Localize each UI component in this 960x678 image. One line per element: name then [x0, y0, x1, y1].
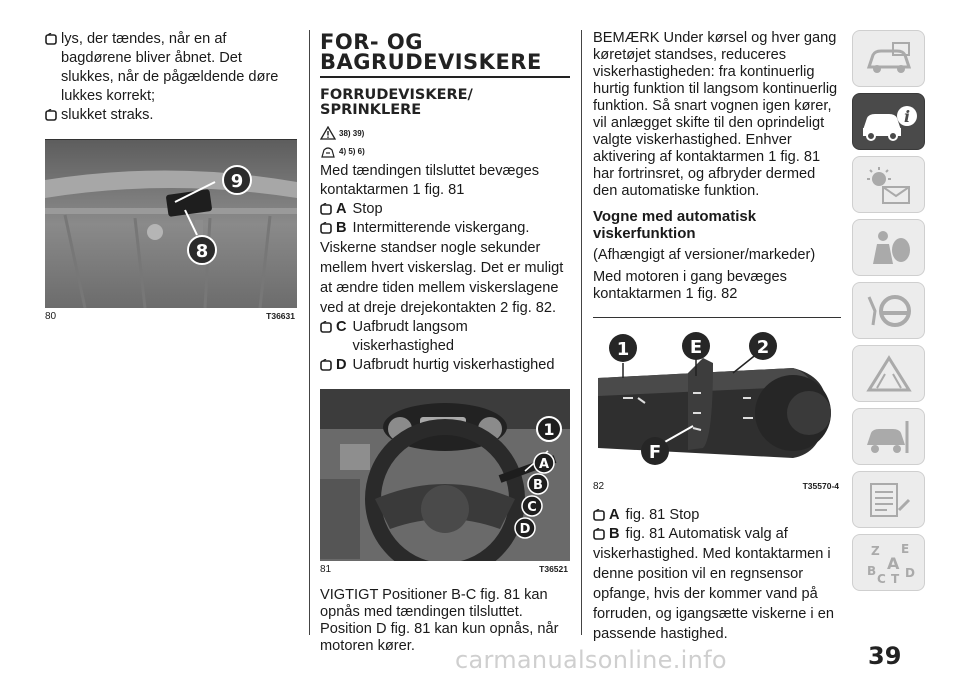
figure-code: T36521: [539, 564, 568, 574]
paragraph: VIGTIGT Positioner B-C fig. 81 kan opnås med tændingen tilsluttet. Position D fig. 81 kan kun opnås, når motoren kører.: [320, 587, 559, 654]
callout-A: A: [538, 457, 550, 472]
item-text: fig. 81 Stop: [625, 507, 700, 523]
alpha-letter: E: [900, 541, 909, 556]
item-key: B: [609, 526, 620, 542]
page-number: 39: [868, 642, 902, 670]
bullet-text: lys, der tændes, når en af bagdørene bliver åbnet. Det slukkes, når de pågældende døre lukkes korrekt;: [61, 31, 279, 104]
tab-technical-data[interactable]: [852, 471, 925, 528]
item-text: fig. 81 Automatisk valg af: [625, 526, 788, 542]
tab-safety[interactable]: [852, 219, 925, 276]
warning-ref-text: 4) 5) 6): [339, 146, 365, 156]
watermark: carmanualsonline.info: [455, 646, 727, 674]
section-title: FOR- OG BAGRUDEVISKERE: [320, 32, 570, 78]
item-text: Intermitterende viskergang.: [352, 220, 530, 236]
steering-wheel-photo: [320, 389, 570, 561]
wiper-stalk-photo: [593, 318, 841, 478]
list-item: [593, 525, 841, 544]
list-item: [593, 506, 841, 525]
warning-triangle-icon: [320, 126, 336, 140]
bullet-box-icon: [320, 203, 333, 215]
figure-80: [45, 139, 297, 322]
list-item: [320, 356, 570, 375]
callout-9: 9: [230, 171, 244, 192]
column-divider-2: [581, 30, 582, 635]
column-middle: [320, 30, 570, 655]
figure-number: 80: [45, 311, 57, 322]
steering-wrench-icon: [863, 291, 915, 331]
paragraph: viskerhastighed. Med kontaktarmen i denne position vil en regnsensor opfange, hvis der kommer vand på forruden, og igangsætte viskerne i en passende hastighed.: [593, 546, 834, 642]
figure-code: T35570-4: [802, 481, 839, 491]
callout-B: B: [533, 478, 543, 493]
rear-door-light-photo: [45, 140, 297, 308]
bullet-box-icon: [593, 528, 606, 540]
item-text: Uafbrudt langsom viskerhastighed: [352, 319, 468, 354]
figure-caption: [320, 564, 570, 575]
warning-refs-1: [320, 126, 570, 140]
column-left: [45, 30, 297, 322]
item-key: D: [336, 357, 347, 373]
info-glyph: i: [903, 106, 910, 126]
chapter-tabs: [852, 30, 925, 597]
tab-starting-driving[interactable]: [852, 282, 925, 339]
bullet-box-icon: [320, 359, 333, 371]
heading: Vogne med automatisk viskerfunktion: [593, 208, 757, 242]
callout-1: 1: [616, 339, 630, 360]
item-text: Stop: [352, 201, 383, 217]
alphabet-index-icon: [861, 541, 917, 585]
paragraph: Viskerne standser nogle sekunder mellem hvert viskerslag. Det er muligt at ændre tiden mellem viskerslagene ved at dreje drejekontakten 2 fig. 82.: [320, 240, 564, 316]
warning-refs-2: [320, 144, 570, 158]
car-service-icon: [863, 417, 915, 457]
bullet-box-icon: [593, 509, 606, 521]
bullet-box-icon: [320, 321, 333, 333]
callout-F: F: [648, 442, 662, 463]
callout-E: E: [689, 337, 703, 358]
paragraph: (Afhængigt af versioner/markeder): [593, 247, 816, 263]
item-key: A: [609, 507, 620, 523]
figure-caption: [45, 311, 297, 322]
tab-alphabetical-index[interactable]: [852, 534, 925, 591]
callout-1: 1: [543, 420, 555, 439]
bullet-box-icon: [45, 33, 58, 45]
bullet-item: [45, 30, 297, 106]
item-text: Uafbrudt hurtig viskerhastighed: [352, 357, 555, 373]
warning-road-icon: [863, 354, 915, 394]
item-key: B: [336, 220, 347, 236]
alpha-letter: Z: [870, 543, 880, 558]
tab-maintenance[interactable]: [852, 408, 925, 465]
paragraph: Med tændingen tilsluttet bevæges kontaktarmen 1 fig. 81: [320, 163, 540, 198]
callout-8: 8: [195, 241, 209, 262]
bullet-text: slukket straks.: [61, 107, 154, 123]
figure-code: T36631: [266, 311, 295, 321]
bullet-item: [45, 106, 297, 125]
caution-hand-icon: [320, 144, 336, 158]
paragraph: Med motoren i gang bevæges kontaktarmen 1 fig. 82: [593, 269, 787, 302]
tab-emergency[interactable]: [852, 345, 925, 402]
alpha-letter: A: [886, 553, 899, 573]
figure-caption: [593, 481, 841, 492]
list-item: [320, 219, 570, 238]
car-dashboard-icon: [863, 41, 915, 77]
column-right: [593, 30, 841, 644]
warning-ref-text: 38) 39): [339, 128, 365, 138]
tab-dashboard[interactable]: [852, 30, 925, 87]
bullet-box-icon: [320, 222, 333, 234]
callout-C: C: [527, 500, 537, 515]
alpha-letter: B: [866, 563, 876, 578]
dashboard-display: 388: [432, 420, 454, 434]
list-item: [320, 200, 570, 219]
figure-number: 82: [593, 481, 605, 492]
figure-81: [320, 389, 570, 575]
figure-number: 81: [320, 564, 332, 575]
column-divider-1: [309, 30, 310, 635]
list-item: [320, 318, 570, 356]
tab-lights-messages[interactable]: [852, 156, 925, 213]
alpha-letter: C: [876, 571, 886, 585]
callout-2: 2: [756, 337, 770, 358]
car-info-icon: [859, 102, 919, 142]
bullet-box-icon: [45, 109, 58, 121]
airbag-icon: [863, 228, 915, 268]
light-mail-icon: [863, 165, 915, 205]
item-key: C: [336, 319, 347, 335]
index-list-icon: [863, 480, 915, 520]
paragraph: BEMÆRK Under kørsel og hver gang køretøjet standses, reduceres viskerhastigheden: fra kontinuerlig hurtig funktion til langsom kontinuerlig funktion. Så snart vognen igen kører, vil anlægget skifte til den oprindeligt valgte viskerhastighed. Enhver aktivering af kontaktarmen 1 fig. 81 har fortrinsret, og afbryder dermed den automatiske funktion.: [593, 30, 838, 199]
figure-82: [593, 317, 841, 492]
item-key: A: [336, 201, 347, 217]
alpha-letter: T: [890, 571, 899, 585]
callout-D: D: [519, 522, 531, 537]
subsection-title: FORRUDEVISKERE/ SPRINKLERE: [320, 87, 473, 118]
tab-car-info[interactable]: [852, 93, 925, 150]
alpha-letter: D: [904, 565, 915, 580]
